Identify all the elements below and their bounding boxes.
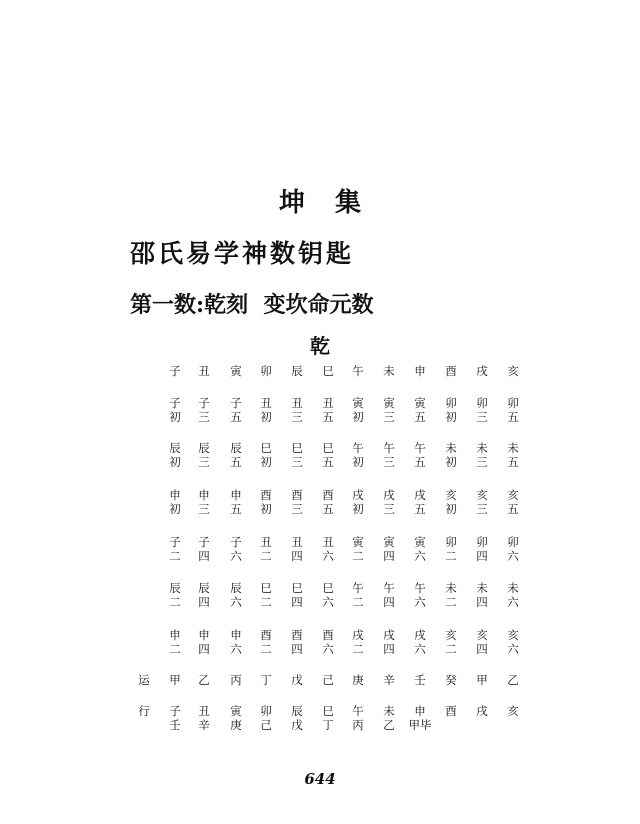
table-cell: 戊 bbox=[291, 718, 303, 732]
table-cell: 二 bbox=[445, 642, 457, 656]
table-row bbox=[0, 502, 640, 516]
table-cell: 巳 bbox=[322, 364, 334, 378]
table-cell: 酉 bbox=[322, 628, 334, 642]
table-cell: 巳 bbox=[322, 581, 334, 595]
table-cell: 寅 bbox=[383, 535, 395, 549]
page-number: 644 bbox=[304, 770, 336, 788]
table-cell: 三 bbox=[291, 455, 303, 469]
table-cell: 申 bbox=[198, 628, 210, 642]
table-cell: 乙 bbox=[383, 718, 395, 732]
table-cell: 丑 bbox=[322, 396, 334, 410]
table-cell: 丑 bbox=[198, 364, 210, 378]
table-cell: 初 bbox=[445, 455, 457, 469]
table-cell: 丁 bbox=[260, 673, 272, 687]
table-cell: 辰 bbox=[198, 581, 210, 595]
table-cell: 卯 bbox=[260, 704, 272, 718]
table-cell: 丑 bbox=[260, 396, 272, 410]
table-row bbox=[0, 410, 640, 424]
table-cell: 寅 bbox=[414, 396, 426, 410]
table-cell: 亥 bbox=[507, 628, 519, 642]
table-cell: 卯 bbox=[445, 535, 457, 549]
table-cell: 壬 bbox=[169, 718, 181, 732]
table-cell: 丑 bbox=[322, 535, 334, 549]
table-cell: 亥 bbox=[476, 488, 488, 502]
table-cell: 五 bbox=[507, 502, 519, 516]
table-cell: 六 bbox=[230, 549, 242, 563]
table-cell: 辰 bbox=[230, 441, 242, 455]
table-cell: 二 bbox=[169, 642, 181, 656]
table-cell: 酉 bbox=[260, 488, 272, 502]
table-cell: 午 bbox=[383, 581, 395, 595]
table-cell: 癸 bbox=[445, 673, 457, 687]
table-cell: 亥 bbox=[476, 628, 488, 642]
table-cell: 初 bbox=[352, 410, 364, 424]
table-cell: 酉 bbox=[445, 364, 457, 378]
table-cell: 二 bbox=[445, 549, 457, 563]
table-row bbox=[0, 673, 640, 687]
row-label: 行 bbox=[138, 704, 150, 718]
table-row bbox=[0, 535, 640, 549]
table-cell: 己 bbox=[322, 673, 334, 687]
table-cell: 三 bbox=[291, 502, 303, 516]
table-cell: 未 bbox=[383, 364, 395, 378]
table-cell: 巳 bbox=[322, 441, 334, 455]
table-cell: 初 bbox=[260, 455, 272, 469]
table-cell: 未 bbox=[507, 441, 519, 455]
table-cell: 午 bbox=[352, 581, 364, 595]
table-cell: 未 bbox=[476, 441, 488, 455]
table-cell: 戊 bbox=[291, 673, 303, 687]
table-cell: 子 bbox=[169, 396, 181, 410]
table-cell: 二 bbox=[352, 549, 364, 563]
table-cell: 四 bbox=[291, 595, 303, 609]
table-cell: 四 bbox=[291, 642, 303, 656]
table-cell: 辛 bbox=[198, 718, 210, 732]
table-cell: 三 bbox=[291, 410, 303, 424]
table-cell: 四 bbox=[476, 642, 488, 656]
table-cell: 亥 bbox=[445, 628, 457, 642]
table-cell: 辰 bbox=[198, 441, 210, 455]
table-cell: 五 bbox=[322, 502, 334, 516]
table-cell: 五 bbox=[230, 502, 242, 516]
table-cell: 申 bbox=[198, 488, 210, 502]
table-row bbox=[0, 581, 640, 595]
table-cell: 四 bbox=[198, 642, 210, 656]
table-cell: 午 bbox=[414, 441, 426, 455]
table-cell: 酉 bbox=[291, 628, 303, 642]
table-cell: 六 bbox=[322, 642, 334, 656]
table-cell: 寅 bbox=[352, 535, 364, 549]
table-cell: 辛 bbox=[383, 673, 395, 687]
table-cell: 甲毕 bbox=[408, 718, 432, 732]
table-cell: 丑 bbox=[260, 535, 272, 549]
table-cell: 四 bbox=[476, 595, 488, 609]
table-heading: 乾 bbox=[310, 334, 330, 358]
table-cell: 丑 bbox=[198, 704, 210, 718]
table-cell: 三 bbox=[476, 455, 488, 469]
table-cell: 二 bbox=[260, 642, 272, 656]
table-cell: 酉 bbox=[260, 628, 272, 642]
table-row bbox=[0, 704, 640, 718]
table-cell: 申 bbox=[414, 704, 426, 718]
table-cell: 六 bbox=[230, 642, 242, 656]
table-cell: 三 bbox=[198, 455, 210, 469]
table-cell: 初 bbox=[352, 502, 364, 516]
table-cell: 卯 bbox=[507, 396, 519, 410]
table-cell: 子 bbox=[169, 364, 181, 378]
table-cell: 子 bbox=[230, 396, 242, 410]
table-cell: 亥 bbox=[507, 488, 519, 502]
table-cell: 三 bbox=[198, 502, 210, 516]
table-row bbox=[0, 549, 640, 563]
table-cell: 乙 bbox=[198, 673, 210, 687]
table-cell: 辰 bbox=[291, 364, 303, 378]
table-cell: 申 bbox=[414, 364, 426, 378]
table-cell: 寅 bbox=[352, 396, 364, 410]
table-cell: 戌 bbox=[476, 704, 488, 718]
table-cell: 酉 bbox=[322, 488, 334, 502]
table-cell: 二 bbox=[169, 549, 181, 563]
table-cell: 五 bbox=[414, 410, 426, 424]
table-cell: 四 bbox=[198, 595, 210, 609]
table-cell: 四 bbox=[198, 549, 210, 563]
table-cell: 丙 bbox=[352, 718, 364, 732]
table-cell: 辰 bbox=[291, 704, 303, 718]
table-cell: 二 bbox=[260, 549, 272, 563]
table-cell: 丙 bbox=[230, 673, 242, 687]
table-cell: 巳 bbox=[291, 441, 303, 455]
table-cell: 申 bbox=[230, 628, 242, 642]
table-cell: 三 bbox=[476, 502, 488, 516]
table-cell: 六 bbox=[414, 549, 426, 563]
table-cell: 庚 bbox=[352, 673, 364, 687]
table-row bbox=[0, 642, 640, 656]
table-cell: 二 bbox=[169, 595, 181, 609]
table-cell: 己 bbox=[260, 718, 272, 732]
table-row bbox=[0, 628, 640, 642]
table-cell: 四 bbox=[383, 549, 395, 563]
table-cell: 四 bbox=[291, 549, 303, 563]
table-cell: 五 bbox=[230, 455, 242, 469]
table-cell: 巳 bbox=[260, 441, 272, 455]
table-row bbox=[0, 595, 640, 609]
volume-title: 坤集 bbox=[278, 188, 391, 218]
table-cell: 初 bbox=[169, 410, 181, 424]
table-cell: 亥 bbox=[445, 488, 457, 502]
table-cell: 戌 bbox=[383, 488, 395, 502]
table-row bbox=[0, 396, 640, 410]
table-cell: 子 bbox=[198, 396, 210, 410]
table-cell: 卯 bbox=[476, 396, 488, 410]
table-cell: 初 bbox=[445, 502, 457, 516]
table-cell: 酉 bbox=[291, 488, 303, 502]
table-cell: 午 bbox=[352, 704, 364, 718]
table-cell: 六 bbox=[322, 549, 334, 563]
table-cell: 二 bbox=[352, 642, 364, 656]
table-cell: 二 bbox=[445, 595, 457, 609]
table-cell: 子 bbox=[230, 535, 242, 549]
table-cell: 庚 bbox=[230, 718, 242, 732]
table-cell: 未 bbox=[507, 581, 519, 595]
table-cell: 三 bbox=[476, 410, 488, 424]
table-cell: 戌 bbox=[414, 488, 426, 502]
table-cell: 子 bbox=[169, 535, 181, 549]
table-cell: 午 bbox=[383, 441, 395, 455]
table-cell: 二 bbox=[260, 595, 272, 609]
table-row bbox=[0, 488, 640, 502]
table-cell: 丑 bbox=[291, 396, 303, 410]
table-cell: 丑 bbox=[291, 535, 303, 549]
table-cell: 申 bbox=[230, 488, 242, 502]
table-cell: 甲 bbox=[169, 673, 181, 687]
table-cell: 丁 bbox=[322, 718, 334, 732]
table-row bbox=[0, 364, 640, 378]
table-cell: 寅 bbox=[414, 535, 426, 549]
table-cell: 亥 bbox=[507, 704, 519, 718]
table-cell: 申 bbox=[169, 628, 181, 642]
table-cell: 五 bbox=[230, 410, 242, 424]
table-cell: 未 bbox=[476, 581, 488, 595]
table-cell: 六 bbox=[507, 642, 519, 656]
table-cell: 寅 bbox=[383, 396, 395, 410]
table-cell: 卯 bbox=[476, 535, 488, 549]
table-cell: 初 bbox=[445, 410, 457, 424]
table-cell: 亥 bbox=[507, 364, 519, 378]
table-cell: 四 bbox=[383, 595, 395, 609]
table-cell: 午 bbox=[414, 581, 426, 595]
table-cell: 六 bbox=[322, 595, 334, 609]
table-cell: 五 bbox=[322, 410, 334, 424]
table-cell: 壬 bbox=[414, 673, 426, 687]
table-row bbox=[0, 441, 640, 455]
row-label: 运 bbox=[138, 673, 150, 687]
table-cell: 未 bbox=[445, 581, 457, 595]
table-cell: 六 bbox=[414, 595, 426, 609]
table-cell: 乙 bbox=[507, 673, 519, 687]
table-cell: 卯 bbox=[260, 364, 272, 378]
table-cell: 子 bbox=[198, 535, 210, 549]
table-cell: 六 bbox=[507, 549, 519, 563]
table-cell: 卯 bbox=[445, 396, 457, 410]
table-cell: 巳 bbox=[260, 581, 272, 595]
table-cell: 五 bbox=[507, 455, 519, 469]
table-cell: 六 bbox=[507, 595, 519, 609]
table-cell: 申 bbox=[169, 488, 181, 502]
table-cell: 戌 bbox=[352, 628, 364, 642]
table-cell: 初 bbox=[260, 410, 272, 424]
table-cell: 四 bbox=[476, 549, 488, 563]
table-cell: 初 bbox=[169, 502, 181, 516]
table-cell: 六 bbox=[230, 595, 242, 609]
table-cell: 午 bbox=[352, 364, 364, 378]
table-cell: 辰 bbox=[169, 441, 181, 455]
table-cell: 未 bbox=[445, 441, 457, 455]
table-cell: 初 bbox=[352, 455, 364, 469]
section-title: 第一数:乾刻 变坎命元数 bbox=[130, 292, 374, 318]
table-cell: 酉 bbox=[445, 704, 457, 718]
table-cell: 五 bbox=[414, 455, 426, 469]
table-cell: 甲 bbox=[476, 673, 488, 687]
table-row bbox=[0, 455, 640, 469]
table-cell: 子 bbox=[169, 704, 181, 718]
table-cell: 五 bbox=[507, 410, 519, 424]
table-cell: 巳 bbox=[291, 581, 303, 595]
table-cell: 三 bbox=[383, 455, 395, 469]
book-title: 邵氏易学神数钥匙 bbox=[130, 239, 355, 268]
table-cell: 午 bbox=[352, 441, 364, 455]
table-cell: 初 bbox=[169, 455, 181, 469]
table-cell: 五 bbox=[322, 455, 334, 469]
table-cell: 辰 bbox=[169, 581, 181, 595]
table-cell: 四 bbox=[383, 642, 395, 656]
table-cell: 六 bbox=[414, 642, 426, 656]
table-cell: 辰 bbox=[230, 581, 242, 595]
table-cell: 五 bbox=[414, 502, 426, 516]
table-cell: 三 bbox=[383, 502, 395, 516]
table-cell: 二 bbox=[352, 595, 364, 609]
table-cell: 寅 bbox=[230, 704, 242, 718]
table-cell: 戌 bbox=[476, 364, 488, 378]
table-cell: 寅 bbox=[230, 364, 242, 378]
table-cell: 初 bbox=[260, 502, 272, 516]
table-cell: 戌 bbox=[414, 628, 426, 642]
table-cell: 卯 bbox=[507, 535, 519, 549]
table-cell: 戌 bbox=[383, 628, 395, 642]
table-row bbox=[0, 718, 640, 732]
table-cell: 未 bbox=[383, 704, 395, 718]
table-cell: 三 bbox=[383, 410, 395, 424]
table-cell: 巳 bbox=[322, 704, 334, 718]
table-cell: 三 bbox=[198, 410, 210, 424]
table-cell: 戌 bbox=[352, 488, 364, 502]
